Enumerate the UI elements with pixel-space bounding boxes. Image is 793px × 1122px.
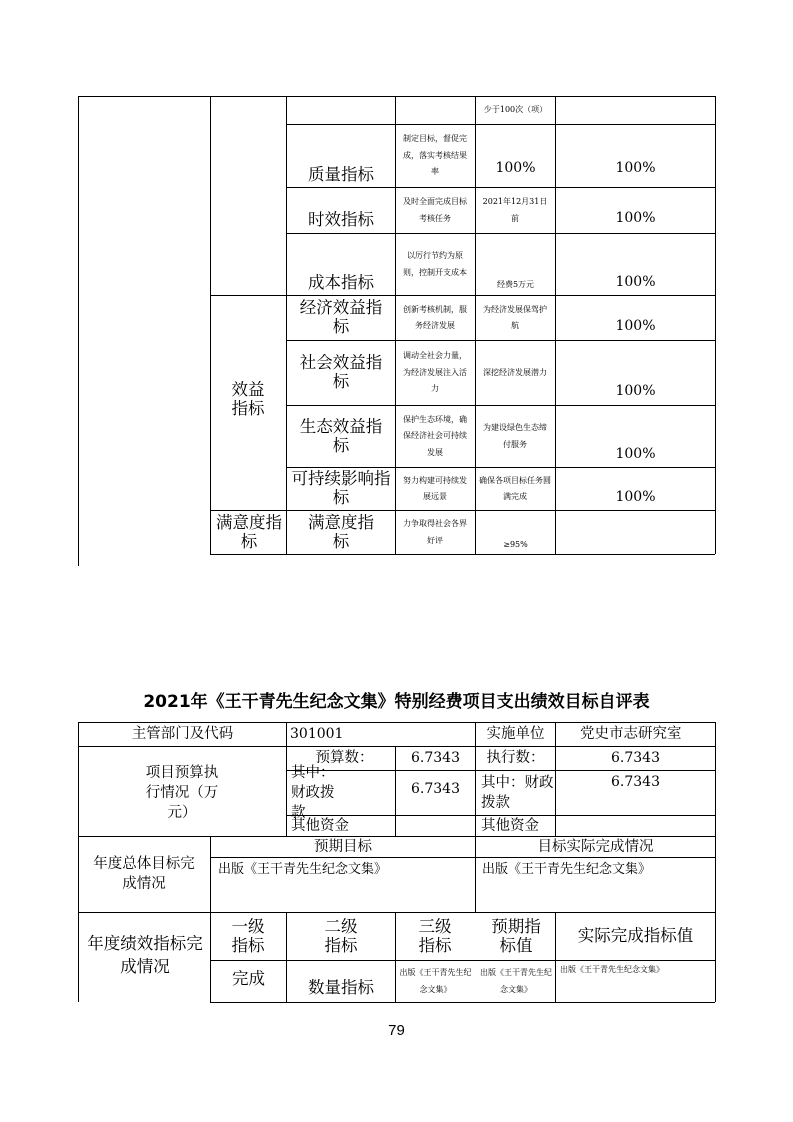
expected-value-header: 预期指标值 bbox=[491, 916, 541, 955]
exec-num-label: 执行数： bbox=[486, 750, 545, 767]
ecological-benefit-label: 生态效益指标 bbox=[299, 416, 383, 455]
quality-target: 100% bbox=[495, 160, 536, 177]
dept-label: 主管部门及代码 bbox=[131, 726, 234, 743]
sustainability-expected: 努力构建可持续发展远景 bbox=[403, 475, 467, 501]
quality-actual: 100% bbox=[615, 160, 656, 177]
ecological-target: 为建设绿色生态缔付服务 bbox=[483, 423, 547, 449]
impl-unit-value: 党史市志研究室 bbox=[580, 726, 682, 743]
expected-goal-header: 预期目标 bbox=[314, 838, 372, 855]
cost-actual: 100% bbox=[615, 274, 656, 291]
annual-goal-label: 年度总体目标完成情况 bbox=[93, 855, 195, 892]
level1-header: 一级指标 bbox=[231, 916, 265, 955]
actual-goal-value: 出版《王干青先生纪念文集》 bbox=[482, 861, 652, 877]
ecological-expected: 保护生态环境，确保经济社会可持续发展 bbox=[403, 414, 467, 457]
page-number: 79 bbox=[388, 1022, 405, 1039]
fiscal-allocation-value: 6.7343 bbox=[411, 780, 460, 797]
expected-goal-value: 出版《王干青先生纪念文集》 bbox=[218, 861, 388, 877]
timeliness-indicator-label: 时效指标 bbox=[308, 210, 374, 230]
page-title: 2021年《王干青先生纪念文集》特别经费项目支出绩效目标自评表 bbox=[143, 692, 650, 712]
cost-expected: 以厉行节约为原则，控制开支成本 bbox=[403, 251, 467, 277]
other-funds-label-2: 其他资金 bbox=[481, 817, 539, 834]
sustainability-label: 可持续影响指标 bbox=[291, 469, 391, 507]
other-funds-label: 其他资金 bbox=[291, 817, 349, 834]
level2-header: 二级指标 bbox=[324, 916, 358, 955]
exec-num-value: 6.7343 bbox=[611, 750, 660, 767]
satisfaction-label: 满意度指标 bbox=[308, 512, 374, 551]
economic-target: 为经济发展保驾护航 bbox=[483, 304, 547, 330]
social-target: 深挖经济发展潜力 bbox=[483, 367, 547, 377]
satisfaction-target: ≥95% bbox=[503, 539, 528, 549]
satisfaction-group-label: 满意度指标 bbox=[216, 512, 282, 551]
satisfaction-expected: 力争取得社会各界好评 bbox=[403, 519, 467, 545]
fiscal-allocation-label-2: 其中：财政拨款 bbox=[481, 774, 554, 811]
budget-exec-label: 项目预算执行情况（万元） bbox=[145, 764, 219, 822]
fiscal-allocation-value-2: 6.7343 bbox=[611, 773, 660, 790]
timeliness-actual: 100% bbox=[615, 209, 656, 226]
level1-value: 完成 bbox=[232, 968, 265, 988]
level2-value: 数量指标 bbox=[308, 978, 374, 998]
timeliness-target: 2021年12月31日前 bbox=[482, 197, 548, 223]
sustainability-target: 确保各项目标任务圆满完成 bbox=[479, 475, 551, 501]
impl-unit-label: 实施单位 bbox=[486, 726, 545, 743]
social-expected: 调动全社会力量，为经济发展注入活力 bbox=[403, 351, 467, 394]
sustainability-actual: 100% bbox=[615, 488, 656, 505]
quality-indicator-label: 质量指标 bbox=[308, 165, 374, 185]
timeliness-expected: 及时全面完成目标考核任务 bbox=[403, 197, 467, 223]
dept-code: 301001 bbox=[290, 726, 344, 743]
budget-num-value: 6.7343 bbox=[411, 750, 460, 767]
level3-value: 出版《王干青先生纪念文集》 bbox=[399, 968, 472, 994]
actual-goal-header: 目标实际完成情况 bbox=[537, 838, 654, 855]
social-benefit-label: 社会效益指标 bbox=[299, 353, 383, 391]
actual-value-header: 实际完成指标值 bbox=[577, 926, 694, 946]
budget-num-label: 预算数： bbox=[315, 750, 374, 767]
perf-indicator-label: 年度绩效指标完成情况 bbox=[87, 933, 203, 976]
benefit-indicator-group: 效益指标 bbox=[231, 380, 265, 418]
economic-benefit-label: 经济效益指标 bbox=[299, 298, 383, 336]
fiscal-allocation-label: 其中：财政拨款 bbox=[291, 764, 335, 822]
economic-actual: 100% bbox=[615, 317, 656, 334]
social-actual: 100% bbox=[615, 382, 656, 399]
quality-expected: 制定目标，督促完成，落实考核结果率 bbox=[403, 134, 467, 177]
actual-value: 出版《王干青先生纪念文集》 bbox=[560, 964, 664, 974]
cost-target: 经费5万元 bbox=[496, 279, 535, 289]
economic-expected: 创新考核机制，服务经济发展 bbox=[403, 304, 467, 330]
cost-indicator-label: 成本指标 bbox=[308, 273, 374, 293]
expected-value: 出版《王干青先生纪念文集》 bbox=[480, 968, 552, 994]
ecological-actual: 100% bbox=[615, 446, 656, 463]
quantity-target-cell: 少于100次（项） bbox=[483, 105, 548, 115]
level3-header: 三级指标 bbox=[418, 916, 452, 955]
